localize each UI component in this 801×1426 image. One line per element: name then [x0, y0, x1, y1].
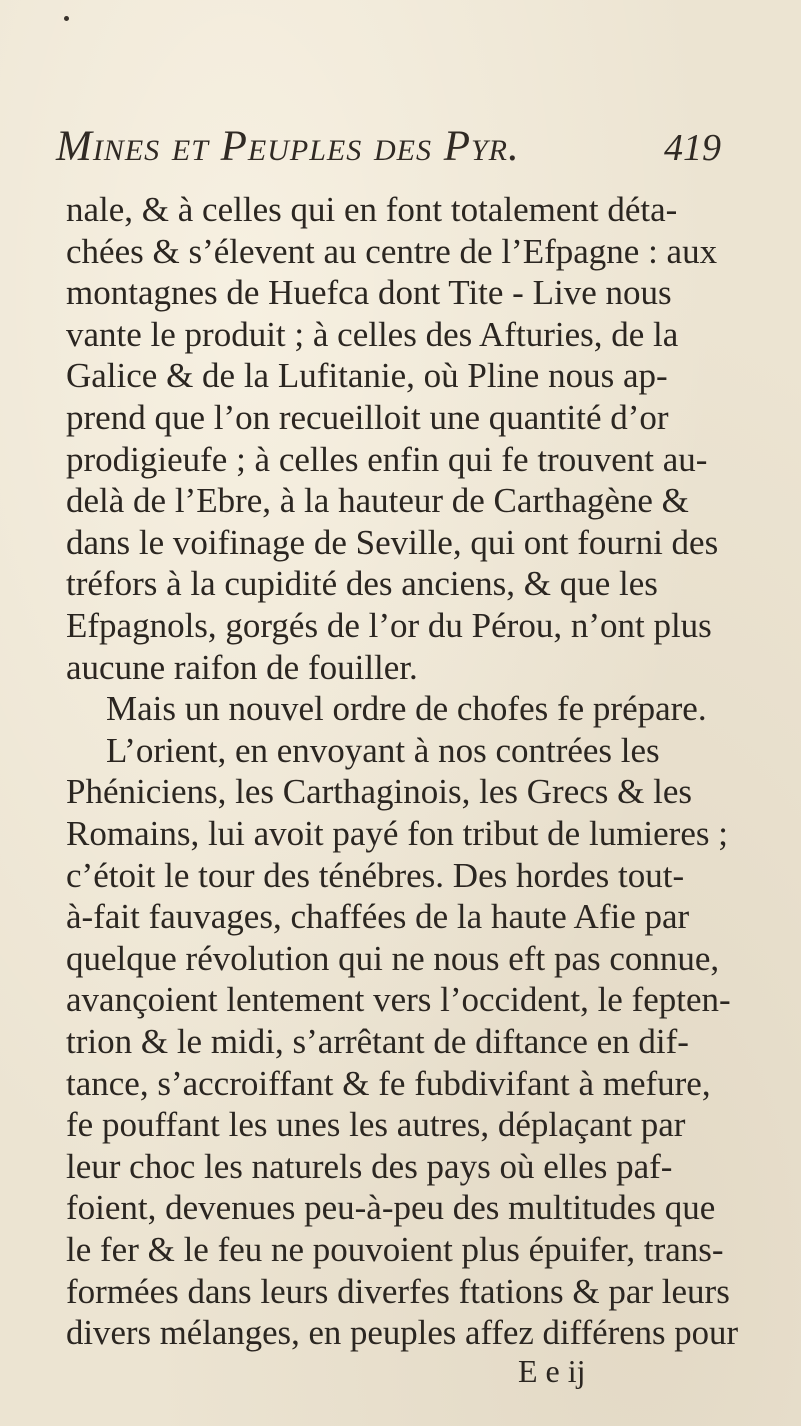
text-line: c’étoit le tour des ténébres. Des hordes tout-: [66, 855, 685, 895]
text-line: foient, devenues peu-à-peu des multitudes que: [66, 1188, 716, 1228]
page-number: 419: [664, 127, 721, 169]
text-line: Galice & de la Lufitanie, où Pline nous ap-: [66, 356, 668, 396]
text-line: L’orient, en envoyant à nos contrées les: [106, 730, 660, 770]
text-line: dans le voifinage de Seville, qui ont fourni des: [66, 522, 719, 562]
text-line: Mais un nouvel ordre de chofes fe prépare.: [106, 689, 707, 729]
text-line: tréfors à la cupidité des anciens, & que les: [66, 564, 658, 604]
page-header: [0, 122, 801, 178]
text-line: Efpagnols, gorgés de l’or du Pérou, n’ont plus: [66, 606, 712, 645]
signature-mark: E e ij: [518, 1352, 586, 1389]
text-line: le fer & le feu ne pouvoient plus épuifer, trans-: [66, 1230, 724, 1269]
text-line: vante le produit ; à celles des Afturies, de la: [66, 314, 679, 354]
ink-speck: [64, 16, 69, 21]
text-line: formées dans leurs diverfes ftations & par leurs: [66, 1271, 730, 1311]
text-line: aucune raifon de fouiller.: [66, 647, 418, 687]
text-line: Romains, lui avoit payé fon tribut de lumieres ;: [66, 814, 728, 853]
text-line: prodigieufe ; à celles enfin qui fe trouvent au-: [66, 439, 708, 479]
text-line: chées & s’élevent au centre de l’Efpagne : aux: [66, 231, 718, 271]
text-line: delà de l’Ebre, à la hauteur de Carthagène &: [66, 481, 689, 521]
text-line: tance, s’accroiffant & fe fubdivifant à mefure,: [66, 1063, 711, 1103]
text-line: montagnes de Huefca dont Tite - Live nous: [66, 273, 672, 313]
text-line: à-fait fauvages, chaffées de la haute Afie par: [66, 897, 690, 937]
text-line: fe pouffant les unes les autres, déplaçant par: [66, 1105, 686, 1145]
text-line: prend que l’on recueilloit une quantité d’or: [66, 398, 669, 437]
text-line: leur choc les naturels des pays où elles paf-: [66, 1146, 673, 1186]
running-title: Mines et Peuples des Pyr.: [56, 123, 520, 170]
text-line: Phéniciens, les Carthaginois, les Grecs & les: [66, 772, 692, 812]
text-line: nale, & à celles qui en font totalement déta-: [66, 190, 678, 229]
text-line: divers mélanges, en peuples affez différens pour: [66, 1313, 739, 1353]
text-line: trion & le midi, s’arrêtant de diftance en dif-: [66, 1022, 689, 1061]
text-line: avançoient lentement vers l’occident, le fepten-: [66, 980, 731, 1020]
text-line: quelque révolution qui ne nous eft pas connue,: [66, 938, 720, 978]
